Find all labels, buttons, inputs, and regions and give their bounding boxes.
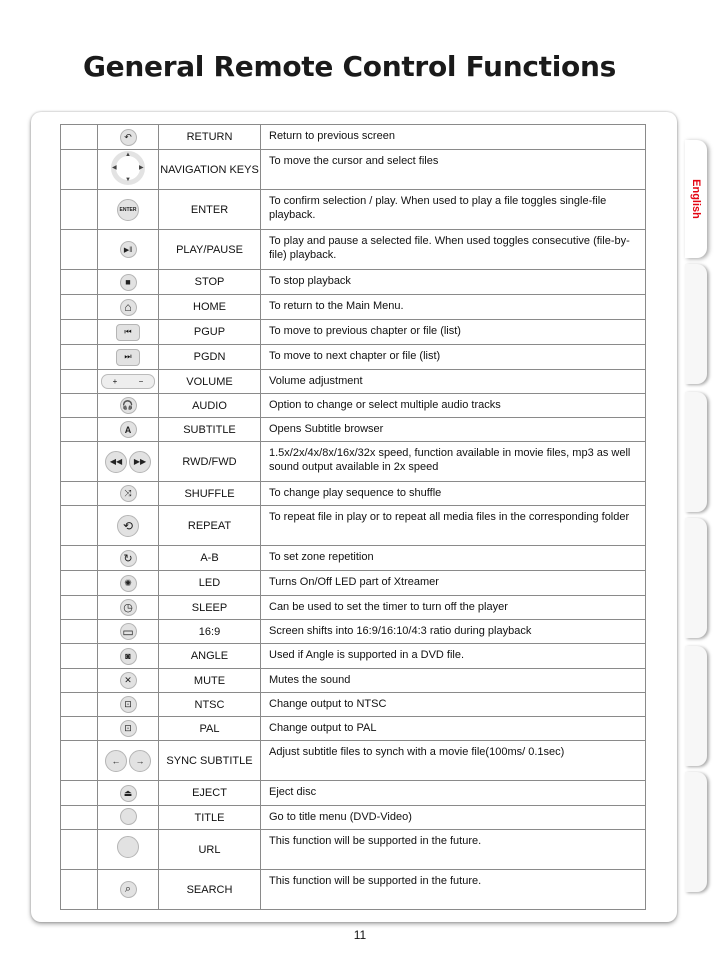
- button-name: HOME: [159, 295, 261, 320]
- aspect-ratio-icon: ▭: [120, 623, 137, 640]
- table-row: [61, 741, 646, 781]
- led-icon: ✺: [120, 575, 137, 592]
- table-row: [61, 506, 646, 546]
- table-row: [61, 693, 646, 717]
- button-description: To stop playback: [261, 270, 646, 295]
- nav-down-icon: ▼: [125, 177, 131, 183]
- navigation-keys-icon: [107, 151, 149, 185]
- headphones-icon: 🎧: [120, 397, 137, 414]
- button-description: Used if Angle is supported in a DVD file.: [261, 644, 646, 669]
- rewind-forward-icon: [105, 453, 151, 471]
- button-description: Change output to NTSC: [261, 693, 646, 717]
- button-name: MUTE: [159, 669, 261, 693]
- button-name: SYNC SUBTITLE: [159, 741, 261, 781]
- table-row: [61, 596, 646, 620]
- table-row: [61, 150, 646, 190]
- button-description: To change play sequence to shuffle: [261, 482, 646, 506]
- repeat-icon: ⟲: [117, 515, 139, 537]
- button-description: This function will be supported in the future.: [261, 870, 646, 910]
- button-description: To move to next chapter or file (list): [261, 345, 646, 370]
- table-row: [61, 320, 646, 345]
- button-name: URL: [159, 830, 261, 870]
- button-description: To move the cursor and select files: [261, 150, 646, 190]
- button-name: NAVIGATION KEYS: [159, 150, 261, 190]
- search-icon: ⌕: [120, 881, 137, 898]
- button-name: PGDN: [159, 345, 261, 370]
- button-description: Screen shifts into 16:9/16:10/4:3 ratio during playback: [261, 620, 646, 644]
- button-description: Adjust subtitle files to synch with a movie file(100ms/ 0.1sec): [261, 741, 646, 781]
- table-row: [61, 345, 646, 370]
- side-tab[interactable]: [685, 772, 707, 892]
- button-name: RETURN: [159, 125, 261, 150]
- button-description: To set zone repetition: [261, 546, 646, 571]
- table-row: [61, 394, 646, 418]
- button-name: SUBTITLE: [159, 418, 261, 442]
- table-row: [61, 870, 646, 910]
- shuffle-icon: ⤨: [120, 485, 137, 502]
- button-description: Eject disc: [261, 781, 646, 806]
- subtitle-icon: A: [120, 421, 137, 438]
- button-description: Turns On/Off LED part of Xtreamer: [261, 571, 646, 596]
- table-row: [61, 190, 646, 230]
- button-description: Opens Subtitle browser: [261, 418, 646, 442]
- button-name: PGUP: [159, 320, 261, 345]
- rewind-icon: ◀◀: [105, 451, 127, 473]
- table-row: [61, 620, 646, 644]
- next-icon: ⏭: [116, 349, 140, 366]
- volume-minus-icon: −: [138, 377, 144, 386]
- button-name: SHUFFLE: [159, 482, 261, 506]
- button-name: REPEAT: [159, 506, 261, 546]
- table-row: [61, 830, 646, 870]
- side-tab[interactable]: [685, 646, 707, 766]
- table-row: [61, 270, 646, 295]
- button-description: Change output to PAL: [261, 717, 646, 741]
- table-row: [61, 295, 646, 320]
- table-row: [61, 230, 646, 270]
- side-tab[interactable]: [685, 518, 707, 638]
- sync-arrows-icon: [105, 752, 151, 770]
- side-tab[interactable]: [685, 392, 707, 512]
- table-row: [61, 669, 646, 693]
- button-description: To repeat file in play or to repeat all media files in the corresponding folder: [261, 506, 646, 546]
- forward-icon: ▶▶: [129, 451, 151, 473]
- button-name: PAL: [159, 717, 261, 741]
- side-tab[interactable]: [685, 264, 707, 384]
- button-name: NTSC: [159, 693, 261, 717]
- nav-left-icon: ◀: [112, 165, 117, 171]
- button-description: To play and pause a selected file. When used toggles consecutive (file-by-file) playback.: [261, 230, 646, 270]
- button-description: This function will be supported in the future.: [261, 830, 646, 870]
- button-description: Go to title menu (DVD-Video): [261, 806, 646, 830]
- table-row: [61, 781, 646, 806]
- table-row: [61, 125, 646, 150]
- sync-left-icon: ←: [105, 750, 127, 772]
- tab-english-label: English: [690, 179, 702, 219]
- button-name: PLAY/PAUSE: [159, 230, 261, 270]
- button-name: AUDIO: [159, 394, 261, 418]
- page-number: 11: [353, 928, 367, 942]
- ntsc-icon: ⊡: [120, 696, 137, 713]
- table-row: [61, 717, 646, 741]
- button-name: SEARCH: [159, 870, 261, 910]
- previous-icon: ⏮: [116, 324, 140, 341]
- volume-icon: [101, 374, 155, 389]
- return-icon: ↶: [120, 129, 137, 146]
- button-description: Mutes the sound: [261, 669, 646, 693]
- button-description: Can be used to set the timer to turn off the player: [261, 596, 646, 620]
- remote-functions-table: [60, 124, 646, 910]
- button-name: STOP: [159, 270, 261, 295]
- camera-icon: ◙: [120, 648, 137, 665]
- home-icon: ⌂: [120, 299, 137, 316]
- ab-repeat-icon: ↻: [120, 550, 137, 567]
- button-name: ENTER: [159, 190, 261, 230]
- nav-up-icon: ▲: [125, 152, 131, 158]
- title-icon: [120, 808, 137, 825]
- button-name: SLEEP: [159, 596, 261, 620]
- button-description: To move to previous chapter or file (list): [261, 320, 646, 345]
- button-description: To return to the Main Menu.: [261, 295, 646, 320]
- button-name: RWD/FWD: [159, 442, 261, 482]
- button-name: VOLUME: [159, 370, 261, 394]
- page-title: General Remote Control Functions: [83, 50, 616, 83]
- table-row: [61, 370, 646, 394]
- enter-icon: ENTER: [117, 199, 139, 221]
- button-name: A-B: [159, 546, 261, 571]
- button-name: LED: [159, 571, 261, 596]
- table-row: [61, 546, 646, 571]
- mute-icon: ✕: [120, 672, 137, 689]
- url-icon: [117, 836, 139, 858]
- button-description: Return to previous screen: [261, 125, 646, 150]
- play-pause-icon: ▶‖: [120, 241, 137, 258]
- table-row: [61, 571, 646, 596]
- eject-icon: ⏏: [120, 785, 137, 802]
- nav-right-icon: ▶: [139, 165, 144, 171]
- button-name: 16:9: [159, 620, 261, 644]
- volume-plus-icon: +: [112, 377, 118, 386]
- pal-icon: ⊡: [120, 720, 137, 737]
- clock-icon: ◷: [120, 599, 137, 616]
- button-description: Volume adjustment: [261, 370, 646, 394]
- table-row: [61, 418, 646, 442]
- tab-english[interactable]: [685, 140, 707, 258]
- button-description: To confirm selection / play. When used to play a file toggles single-file playback.: [261, 190, 646, 230]
- table-row: [61, 644, 646, 669]
- button-description: 1.5x/2x/4x/8x/16x/32x speed, function available in movie files, mp3 as well sound output available in 2x speed: [261, 442, 646, 482]
- button-description: Option to change or select multiple audio tracks: [261, 394, 646, 418]
- button-name: ANGLE: [159, 644, 261, 669]
- table-row: [61, 806, 646, 830]
- sync-right-icon: →: [129, 750, 151, 772]
- table-row: [61, 482, 646, 506]
- stop-icon: ■: [120, 274, 137, 291]
- table-row: [61, 442, 646, 482]
- button-name: TITLE: [159, 806, 261, 830]
- button-name: EJECT: [159, 781, 261, 806]
